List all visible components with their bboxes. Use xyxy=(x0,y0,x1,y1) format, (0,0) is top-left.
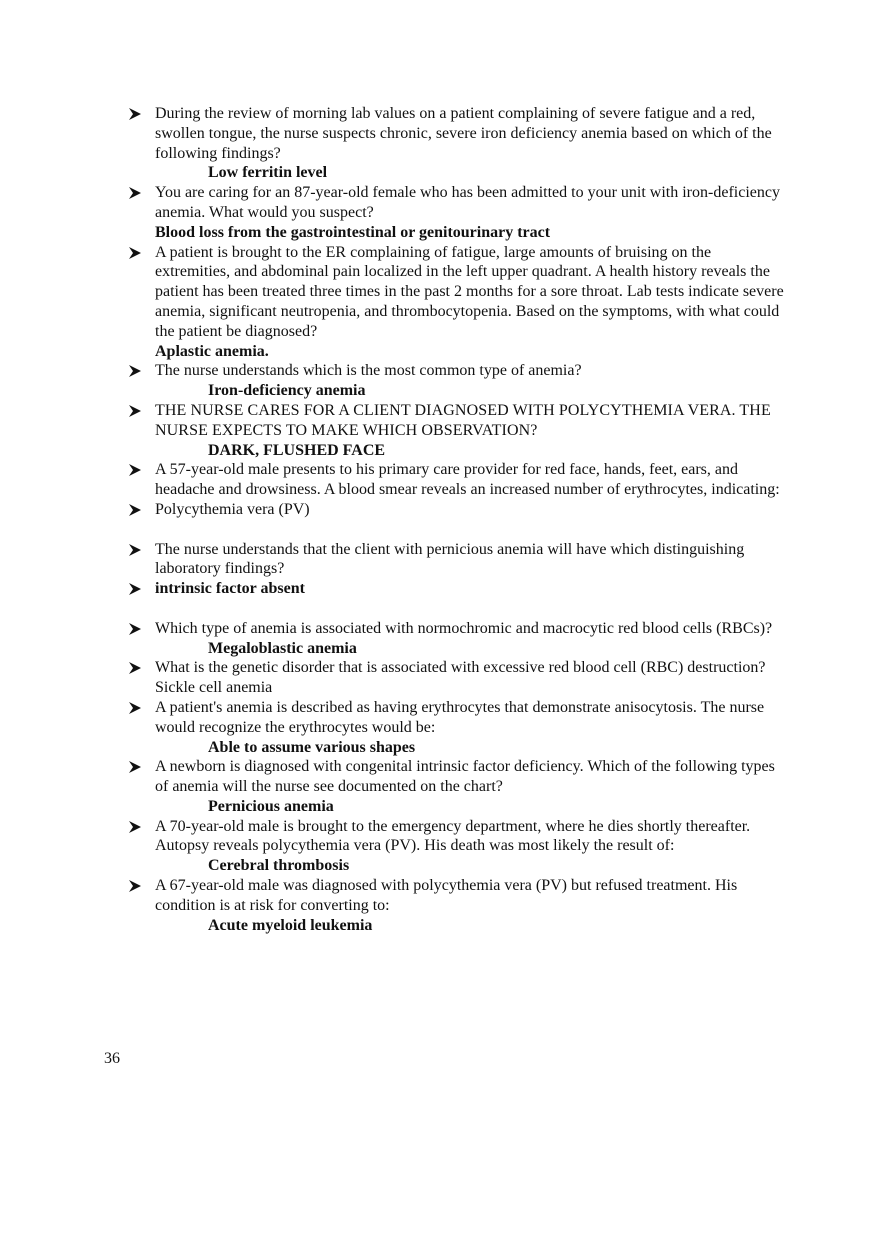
arrow-bullet-icon xyxy=(128,361,146,381)
list-item xyxy=(128,579,788,599)
arrow-bullet-icon xyxy=(128,540,146,560)
question-text: The nurse understands that the client with pernicious anemia will have which distinguishing laboratory findings? xyxy=(155,540,745,578)
answer-text: Iron-deficiency anemia xyxy=(208,382,366,400)
question-text: You are caring for an 87-year-old female who has been admitted to your unit with iron-deficiency anemia. What would you suspect? xyxy=(155,184,780,221)
answer-text: Cerebral thrombosis xyxy=(208,857,350,875)
list-item xyxy=(128,104,788,183)
arrow-bullet-icon xyxy=(128,579,146,599)
answer-text: Acute myeloid leukemia xyxy=(208,916,373,934)
answer-text: Pernicious anemia xyxy=(208,797,334,815)
list-item xyxy=(128,243,788,362)
list-item xyxy=(128,658,788,698)
answer-text: Megaloblastic anemia xyxy=(208,639,357,657)
arrow-bullet-icon xyxy=(128,500,146,520)
spacer xyxy=(128,599,788,619)
arrow-bullet-icon xyxy=(128,619,146,639)
arrow-bullet-icon xyxy=(128,698,146,718)
arrow-bullet-icon xyxy=(128,401,146,421)
arrow-bullet-icon xyxy=(128,243,146,263)
spacer xyxy=(128,520,788,540)
arrow-bullet-icon xyxy=(128,104,146,124)
list-item xyxy=(128,817,788,876)
list-item xyxy=(128,876,788,935)
list-item xyxy=(128,757,788,816)
list-item xyxy=(128,540,788,580)
question-text: A 70-year-old male is brought to the emergency department, where he dies shortly thereafter. Autopsy reveals polycythemia vera (PV). His death was most likely the result of: xyxy=(155,817,751,855)
arrow-bullet-icon xyxy=(128,817,146,837)
answer-text: Aplastic anemia. xyxy=(155,342,269,360)
arrow-bullet-icon xyxy=(128,757,146,777)
answer-text: Polycythemia vera (PV) xyxy=(155,500,310,518)
arrow-bullet-icon xyxy=(128,460,146,480)
question-text: A 67-year-old male was diagnosed with polycythemia vera (PV) but refused treatment. His condition is at risk for converting to: xyxy=(155,877,738,914)
answer-text: Blood loss from the gastrointestinal or genitourinary tract xyxy=(155,223,551,241)
list-item xyxy=(128,698,788,757)
list-item xyxy=(128,183,788,242)
page-number: 36 xyxy=(104,1050,120,1067)
question-text: During the review of morning lab values on a patient complaining of severe fatigue and a red, swollen tongue, the nurse suspects chronic, severe iron deficiency anemia based on which of the following findings? xyxy=(155,105,772,162)
answer-text: Low ferritin level xyxy=(208,164,328,182)
question-text: A patient is brought to the ER complaining of fatigue, large amounts of bruising on the extremities, and abdominal pain localized in the left upper quadrant. A health history reveals the patient has been treated three times in the past 2 months for a sore throat. Lab tests indicate severe anemia, significant neutropenia, and thrombocytopenia. Based on the symptoms, with what could the patient be diagnosed? xyxy=(155,243,784,340)
question-text: A 57-year-old male presents to his primary care provider for red face, hands, feet, ears, and headache and drowsiness. A blood smear reveals an increased number of erythrocytes, indicating: xyxy=(155,461,780,499)
list-item xyxy=(128,401,788,460)
question-text: A patient's anemia is described as having erythrocytes that demonstrate anisocytosis. The nurse would recognize the erythrocytes would be: xyxy=(155,698,765,736)
answer-text: Able to assume various shapes xyxy=(208,738,416,756)
list-item xyxy=(128,460,788,500)
list-item xyxy=(128,500,788,520)
question-list xyxy=(128,104,788,935)
answer-text: Sickle cell anemia xyxy=(155,679,273,697)
arrow-bullet-icon xyxy=(128,658,146,678)
arrow-bullet-icon xyxy=(128,876,146,896)
question-text: The nurse understands which is the most common type of anemia? xyxy=(155,362,582,380)
arrow-bullet-icon xyxy=(128,183,146,203)
answer-text: intrinsic factor absent xyxy=(155,580,305,598)
list-item xyxy=(128,361,788,401)
list-item xyxy=(128,619,788,659)
question-text: A newborn is diagnosed with congenital intrinsic factor deficiency. Which of the following types of anemia will the nurse see documented on the chart? xyxy=(155,758,775,796)
question-text: THE NURSE CARES FOR A CLIENT DIAGNOSED WITH POLYCYTHEMIA VERA. THE NURSE EXPECTS TO MAKE WHICH OBSERVATION? xyxy=(155,401,771,439)
answer-text: DARK, FLUSHED FACE xyxy=(208,441,386,459)
question-text: Which type of anemia is associated with normochromic and macrocytic red blood cells (RBCs)? xyxy=(155,619,773,637)
question-text: What is the genetic disorder that is associated with excessive red blood cell (RBC) destruction? xyxy=(155,659,766,677)
